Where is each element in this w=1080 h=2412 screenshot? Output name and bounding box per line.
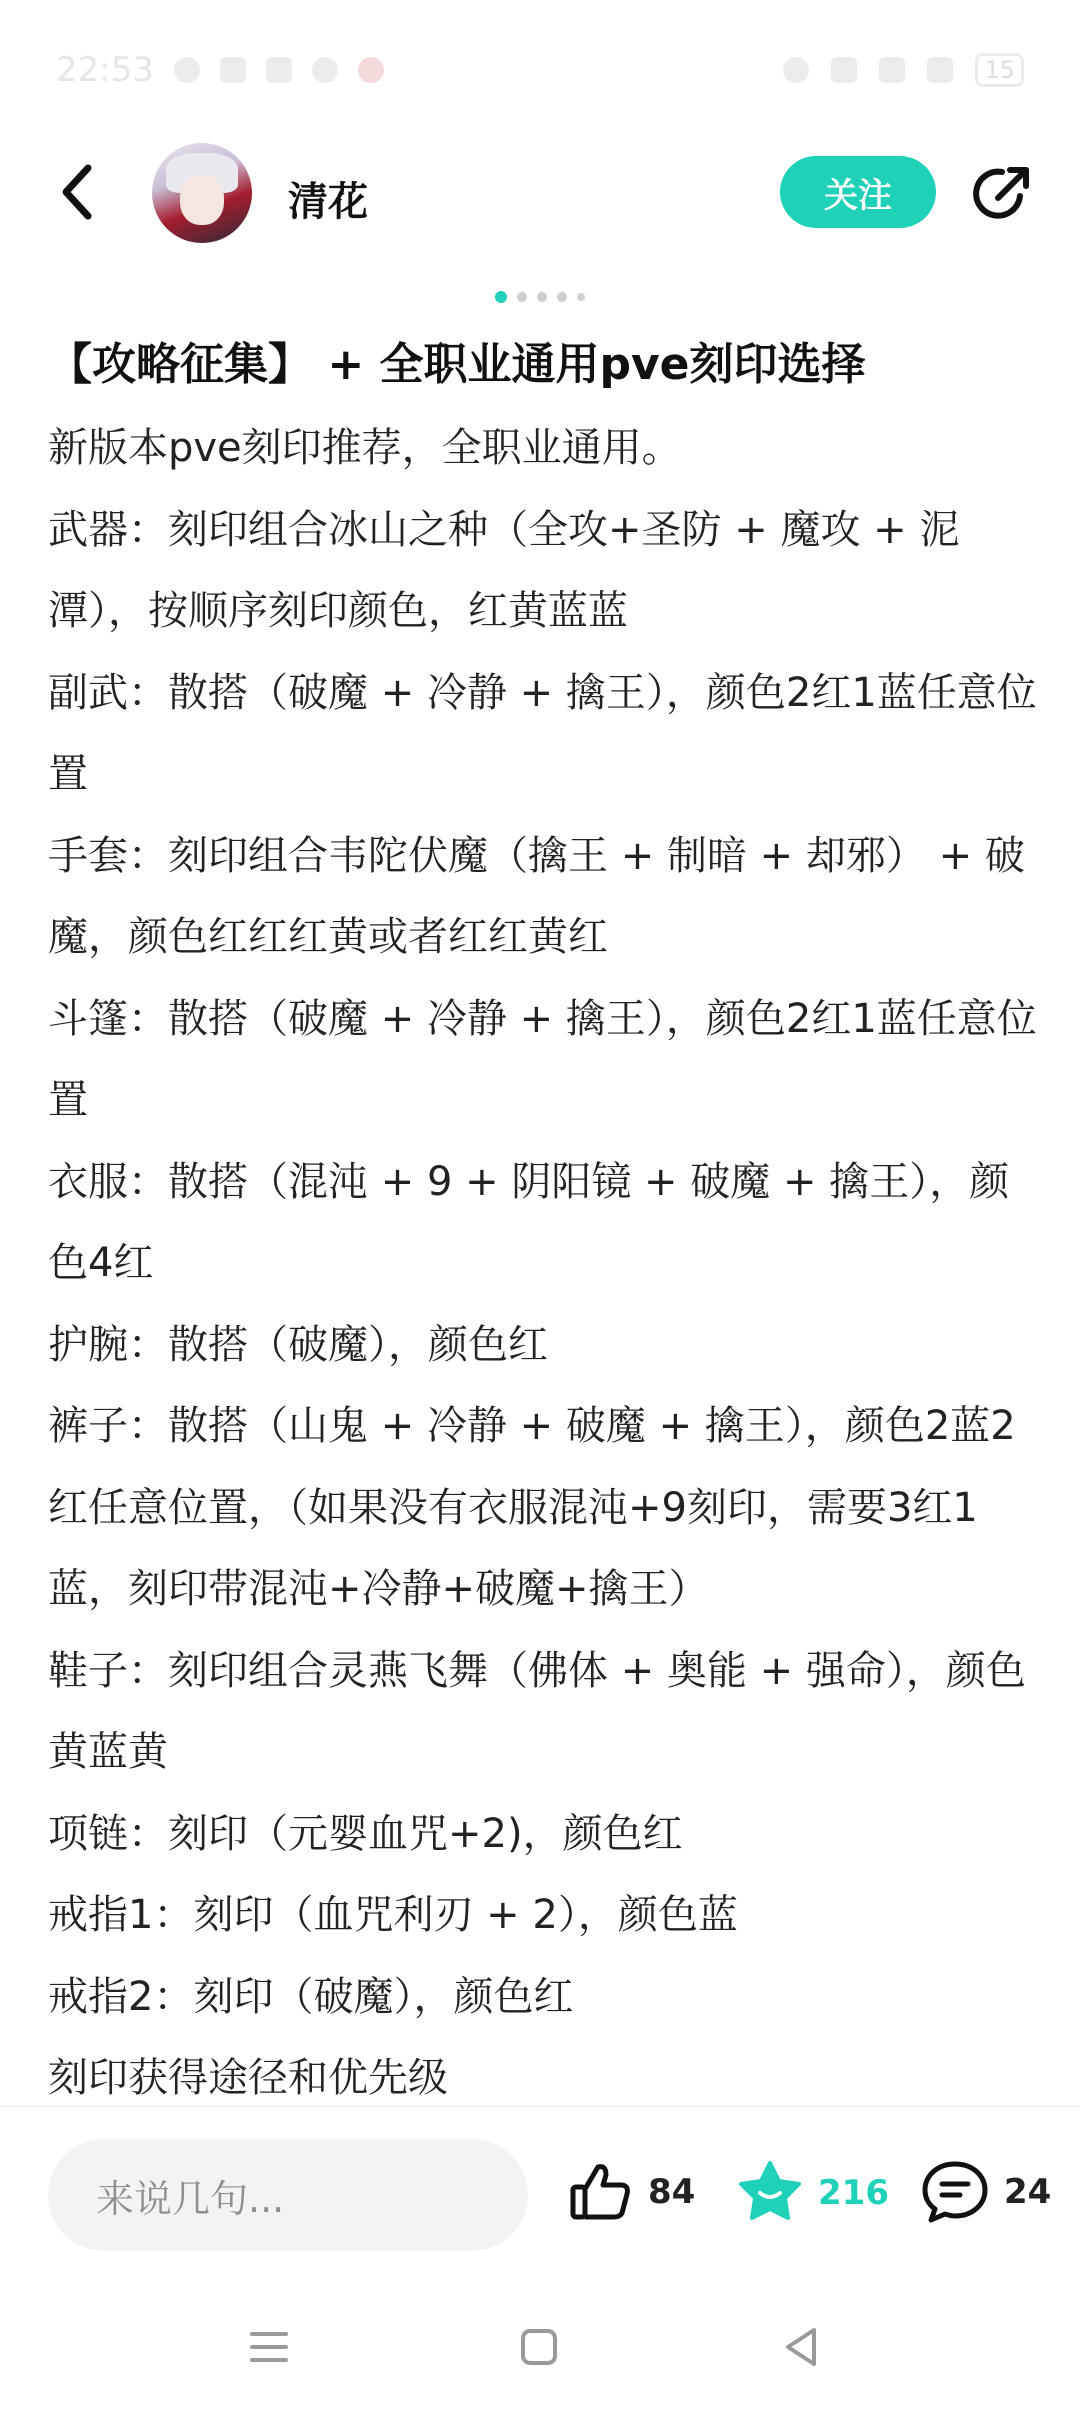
menu-icon [246,2324,292,2370]
like-button[interactable] [568,2159,695,2225]
post-body [48,408,1038,2106]
home-icon [516,2324,562,2370]
pager-dot-active [495,291,507,303]
comment-count: 24 [1004,2172,1052,2212]
app-icon [358,57,384,83]
author-avatar[interactable] [152,143,252,243]
comment-icon [920,2159,990,2225]
post-paragraph: 衣服：散搭（混沌 + 9 + 阴阳镜 + 破魔 + 擒王），颜色4红 [48,1158,1010,1286]
post-paragraph: 武器：刻印组合冰山之种（全攻+圣防 + 魔攻 + 泥潭），按顺序刻印颜色，红黄蓝蓝 [48,506,960,634]
avatar-face [180,175,224,225]
home-button[interactable] [516,2324,562,2370]
author-name[interactable]: 清花 [288,179,368,225]
app-icon [312,57,338,83]
post-paragraph: 护腕：散搭（破魔），颜色红 [48,1321,548,1368]
signal-icon [927,57,953,83]
pager-dot [517,292,527,302]
system-back-button[interactable] [778,2324,824,2370]
comment-input[interactable]: 来说几句... [48,2139,528,2251]
back-button[interactable] [48,162,108,222]
app-icon [266,57,292,83]
battery-icon: 15 [975,53,1024,87]
post-paragraph: 项链：刻印（元婴血咒+2)，颜色红 [48,1810,683,1857]
share-button[interactable] [968,160,1036,228]
post-header [0,140,1080,250]
menu-button[interactable] [246,2324,292,2370]
post-paragraph: 手套：刻印组合韦陀伏魔（擒王 + 制暗 + 却邪） + 破魔，颜色红红红黄或者红红黄红 [48,832,1025,960]
pager-dot [577,293,585,301]
like-icon [568,2159,634,2225]
notification-icon [174,57,200,83]
image-pager[interactable] [0,292,1080,303]
like-count: 84 [648,2172,696,2212]
status-bar [0,0,1080,140]
status-right [783,53,1024,87]
system-nav-bar [0,2282,1080,2412]
comment-button[interactable] [920,2159,1051,2225]
back-icon [58,162,98,222]
post-paragraph: 副武：散搭（破魔 + 冷静 + 擒王），颜色2红1蓝任意位置 [48,669,1037,797]
alarm-icon [783,57,809,83]
bottom-action-bar [0,2106,1080,2283]
app-icon [220,57,246,83]
status-time: 22:53 [56,50,154,90]
post-title: 【攻略征集】 + 全职业通用pve刻印选择 [48,339,866,390]
favorite-count: 216 [818,2173,889,2213]
post-paragraph: 刻印获得途径和优先级 [48,2055,448,2101]
post-paragraph: 戒指1：刻印（血咒利刃 + 2），颜色蓝 [48,1892,738,1938]
back-nav-icon [778,2324,824,2370]
post-paragraph: 斗篷：散搭（破魔 + 冷静 + 擒王），颜色2红1蓝任意位置 [48,995,1037,1123]
pager-dot [537,292,547,302]
post-content [48,330,1038,2106]
wifi-icon [879,57,905,83]
pager-dot [557,292,567,302]
follow-button[interactable]: 关注 [780,156,936,228]
post-paragraph: 鞋子：刻印组合灵燕飞舞（佛体 + 奥能 + 强命），颜色黄蓝黄 [48,1647,1026,1775]
favorite-icon [736,2159,804,2227]
post-paragraph: 裤子：散搭（山鬼 + 冷静 + 破魔 + 擒王），颜色2蓝2红任意位置，（如果没有衣服混沌+9刻印，需要3红1蓝，刻印带混沌+冷静+破魔+擒王） [48,1403,1016,1612]
vibrate-icon [831,57,857,83]
post-paragraph: 新版本pve刻印推荐，全职业通用。 [48,425,682,471]
status-left [56,50,384,90]
post-paragraph: 戒指2：刻印（破魔），颜色红 [48,1973,574,2020]
share-icon [968,160,1036,228]
favorite-button[interactable] [736,2159,889,2227]
